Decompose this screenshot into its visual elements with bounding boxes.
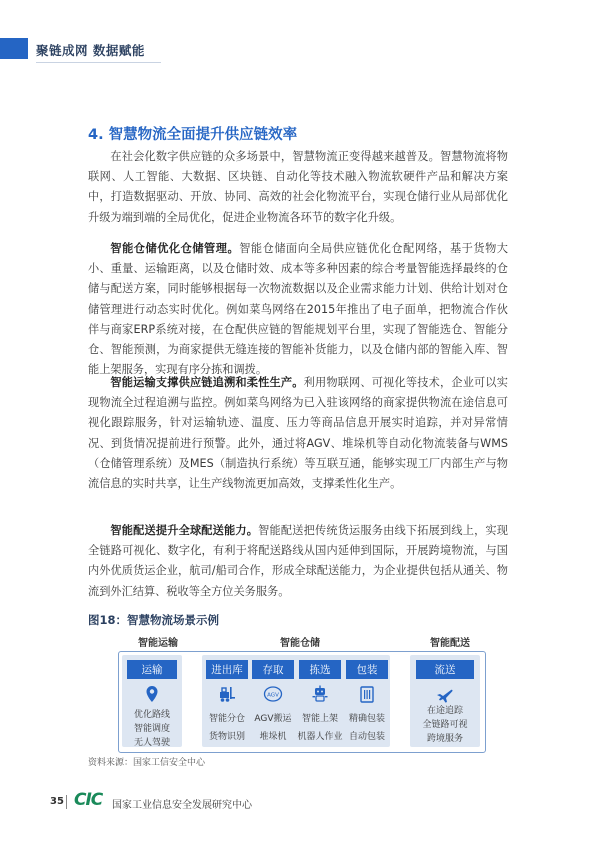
- robot-icon: [309, 684, 331, 704]
- airplane-icon: [434, 684, 456, 704]
- step-pack: 包装: [346, 660, 388, 679]
- paragraph-lead: 智能仓储优化仓储管理。: [110, 242, 240, 255]
- svg-text:AGV: AGV: [267, 692, 279, 699]
- section-title: 4. 智慧物流全面提升供应链效率: [88, 127, 298, 143]
- caption-pick: 智能上架 机器人作业: [297, 714, 343, 742]
- step-transport: 运输: [127, 660, 177, 679]
- location-pin-icon: [141, 684, 163, 704]
- column-label-storage: 智能仓储: [280, 638, 320, 649]
- agv-robot-icon: [262, 684, 284, 704]
- package-icon: [356, 684, 378, 704]
- paragraph-smart-storage: 智能仓储优化仓储管理。智能仓储面向全局供应链优化仓配网络，基于货物大小、重量、运输距离，以及仓储时效、成本等多种因素的综合考量智能选择最终的仓储与配送方案，同时能够根据每一次物流数据以及企业需求能力计划、供给计划对仓储管理进行动态实时优化。例如菜鸟网络在2015年推出了电子面单，把物流合作伙伴与商家ERP系统对接，在仓配供应链的智能规划平台里，实现了智能选仓、智能分仓、智能预测，为商家提供无缝连接的智能补货能力，以及仓储内部的智能入库、智能上架服务，实现有序分拣和调拨。: [88, 242, 508, 377]
- running-header-title: 聚链成网 数据赋能: [36, 43, 145, 58]
- step-pick: 拣选: [299, 660, 341, 679]
- footer-separator: [66, 795, 67, 809]
- header-divider: [36, 62, 161, 63]
- page-number: 35: [50, 796, 64, 807]
- caption-pack: 精确包装 自动包装: [348, 714, 385, 742]
- cic-logo: CIC: [74, 790, 103, 810]
- forklift-icon: [216, 684, 238, 704]
- column-label-transport: 智能运输: [138, 638, 178, 649]
- step-inout: 进出库: [206, 660, 248, 679]
- caption-transport: 优化路线 智能调度 无人驾驶: [133, 710, 170, 748]
- caption-deliver: 在途追踪 全链路可视 跨境服务: [422, 706, 468, 744]
- step-deliver: 流送: [416, 660, 474, 679]
- paragraph-smart-delivery: 智能配送提升全球配送能力。智能配送把传统货运服务由线下拓展到线上，实现全链路可视化、数字化，有利于将配送路线从国内延伸到国际，开展跨境物流，与国内外优质货运企业，航司/船司合作，形成全球配送能力，为企业提供包括从通关、物流到外汇结算、税收等全方位关务服务。: [88, 524, 508, 598]
- paragraph-smart-transport: 智能运输支撑供应链追溯和柔性生产。利用物联网、可视化等技术，企业可以实现物流全过程追溯与监控。例如菜鸟网络为已入驻该网络的商家提供物流在途信息可视化跟踪服务，针对运输轨迹、温度、压力等商品信息开展实时追踪，并对异常情况、到货情况提前进行预警。此外，通过将AGV、堆垛机等自动化物流装备与WMS（仓储管理系统）及MES（制造执行系统）等互联互通，能够实现工厂内部生产与物流信息的实时共享，让生产线物流更加高效，支撑柔性化生产。: [88, 376, 508, 491]
- step-store: 存取: [252, 660, 294, 679]
- figure-source: 资料来源：国家工信安全中心: [88, 758, 206, 768]
- caption-store: AGV搬运 堆垛机: [254, 714, 292, 742]
- paragraph-lead: 智能配送提升全球配送能力。: [110, 524, 259, 537]
- caption-inout: 智能分仓 货物识别: [208, 714, 245, 742]
- footer-organization: 国家工业信息安全发展研究中心: [112, 800, 252, 811]
- paragraph-intro: 在社会化数字供应链的众多场景中，智慧物流正变得越来越普及。智慧物流将物联网、人工智能、大数据、区块链、自动化等技术融入物流软硬件产品和解决方案中，打造数据驱动、开放、协同、高效的社会化物流平台，实现仓储行业从局部优化升级为端到端的全局优化，促进企业物流各环节的数字化升级。: [88, 150, 508, 224]
- column-label-delivery: 智能配送: [430, 638, 470, 649]
- header-accent-bar: [0, 38, 28, 59]
- figure-title: 图18：智慧物流场景示例: [88, 613, 220, 627]
- paragraph-lead: 智能运输支撑供应链追溯和柔性生产。: [110, 376, 304, 389]
